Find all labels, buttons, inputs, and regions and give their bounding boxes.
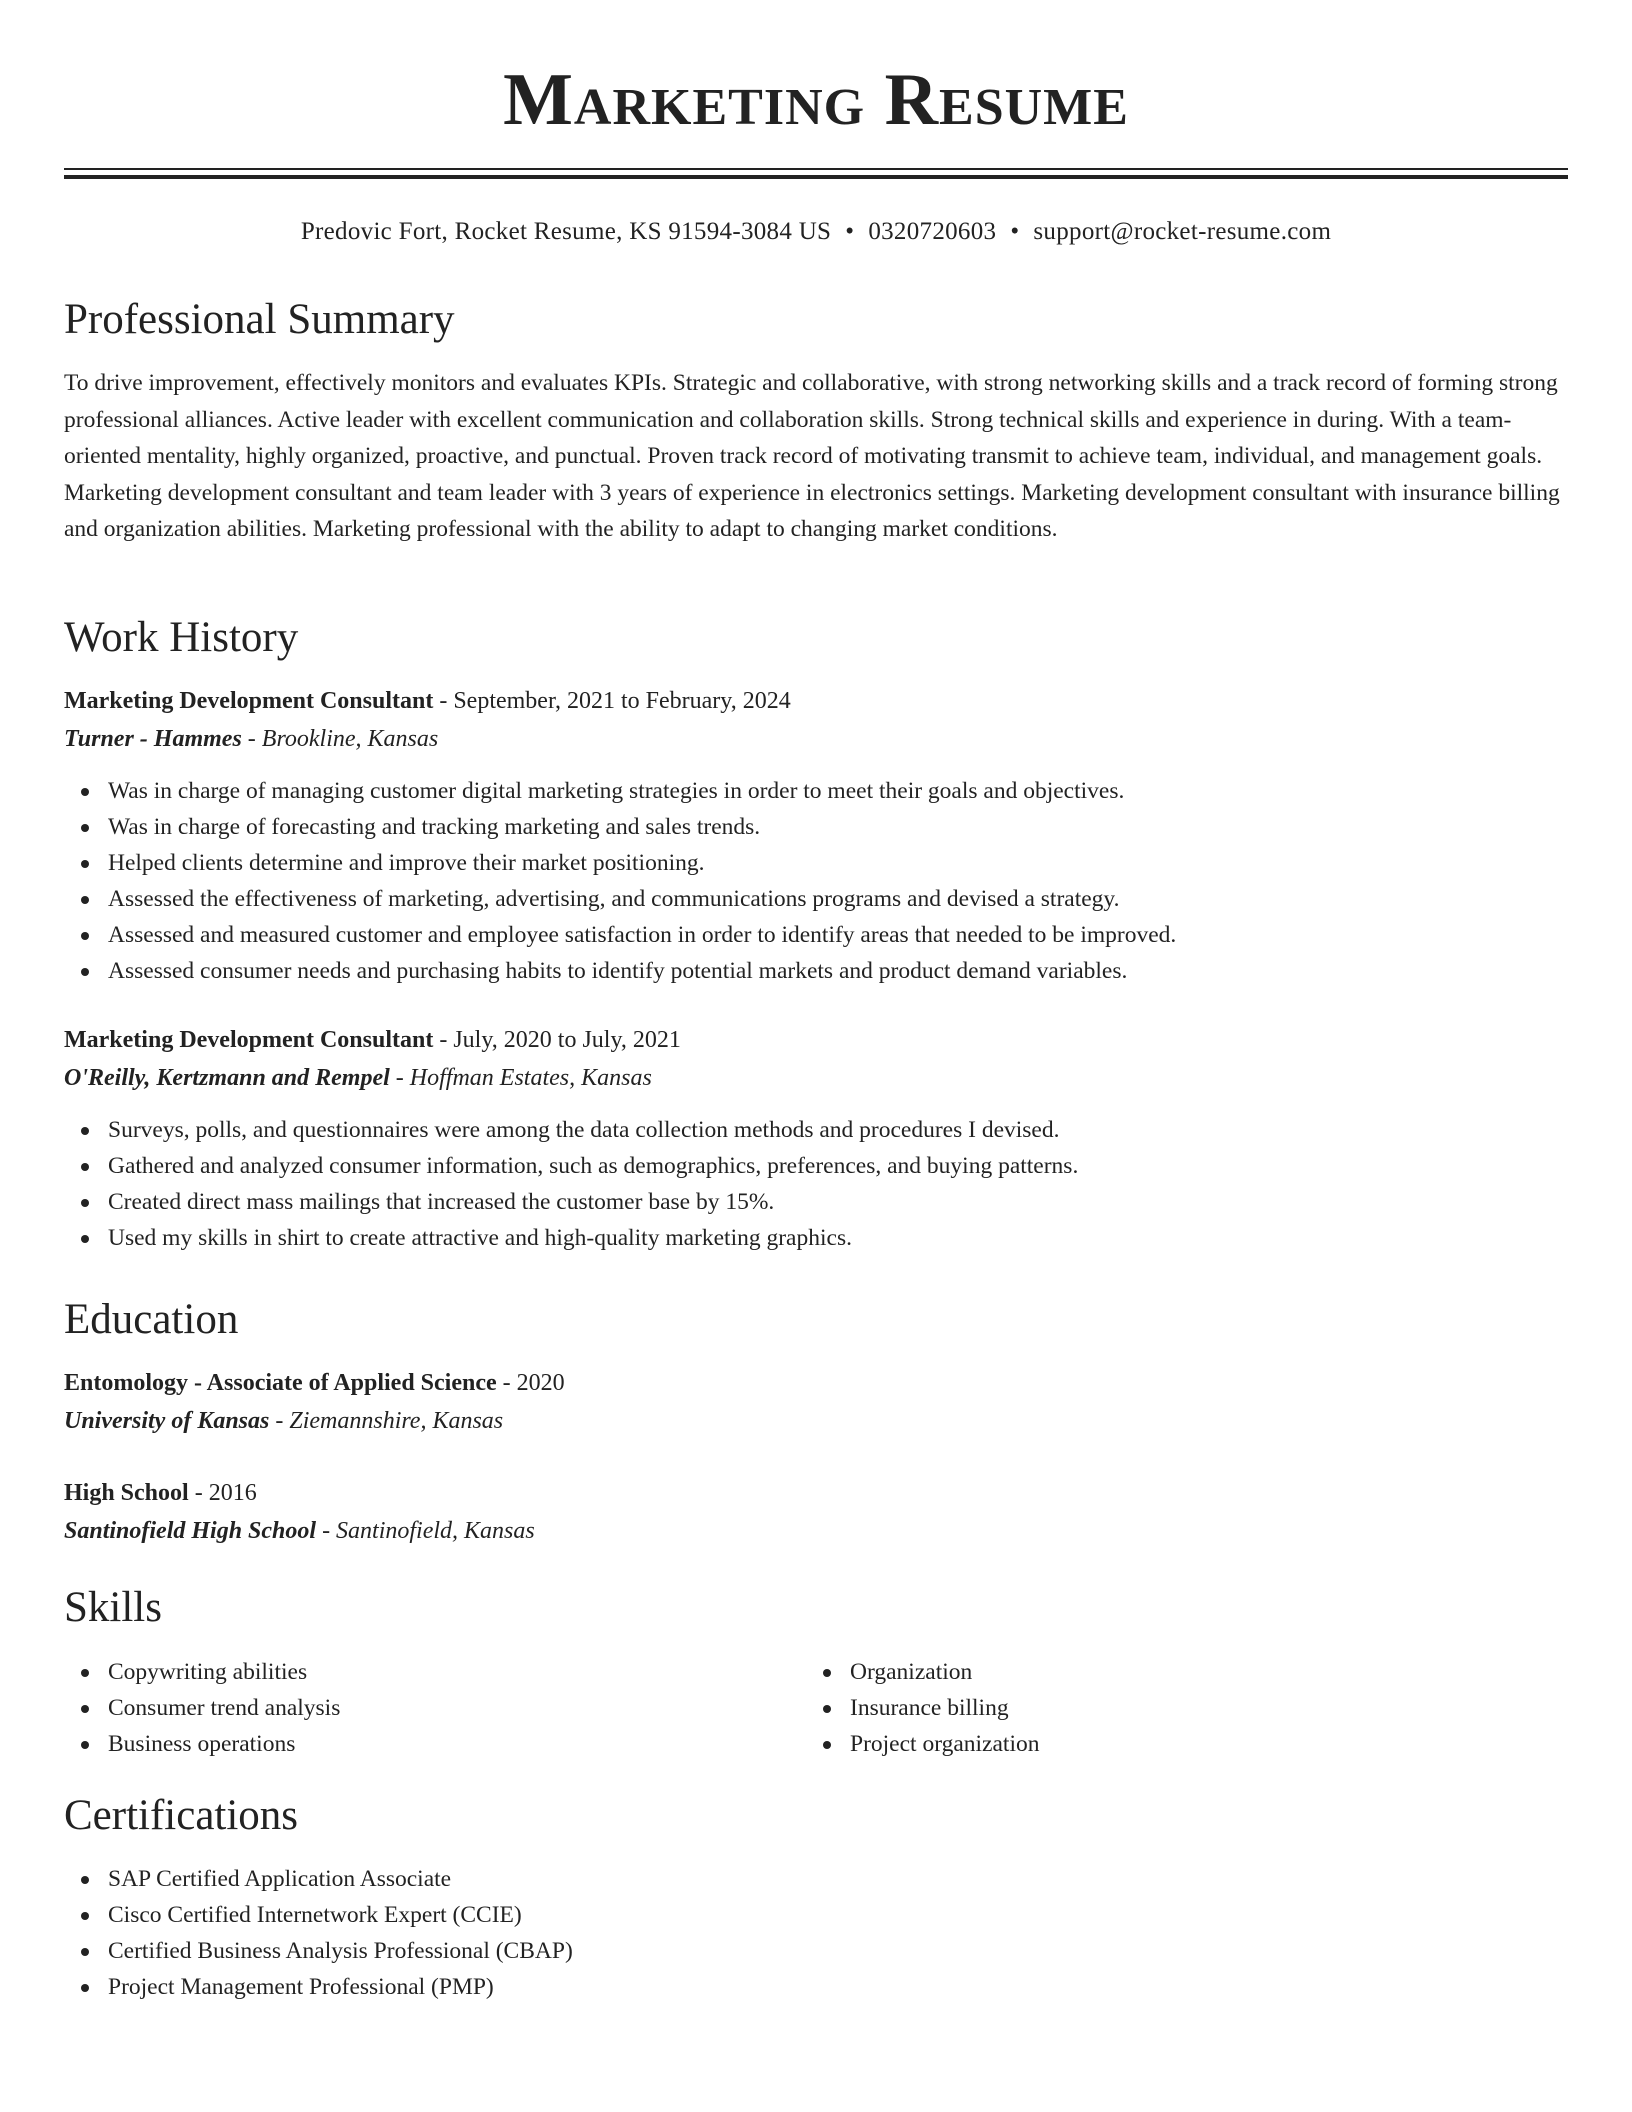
- job-company-line: [64, 720, 1568, 758]
- education-entry: [64, 1364, 1568, 1440]
- job-dates: - September, 2021 to February, 2024: [433, 688, 791, 714]
- job-entry: [64, 1021, 1568, 1256]
- job-company: O'Reilly, Kertzmann and Rempel: [64, 1065, 390, 1091]
- job-duties: [64, 1112, 1568, 1256]
- job-title: Marketing Development Consultant: [64, 1027, 434, 1053]
- certifications-list: [64, 1861, 1568, 2005]
- list-item: Copywriting abilities: [64, 1654, 806, 1690]
- degree: High School: [64, 1480, 189, 1506]
- contact-email: support@rocket-resume.com: [1033, 218, 1332, 245]
- list-item: SAP Certified Application Associate: [64, 1861, 1568, 1897]
- list-item: Was in charge of forecasting and tracking marketing and sales trends.: [64, 809, 1568, 845]
- graduation-year: - 2020: [496, 1370, 565, 1396]
- school-location: - Santinofield, Kansas: [316, 1518, 535, 1544]
- list-item: Assessed consumer needs and purchasing habits to identify potential markets and product demand variables.: [64, 953, 1568, 989]
- summary-text: To drive improvement, effectively monitors and evaluates KPIs. Strategic and collaborative, with strong networking skills and a track record of forming strong professional alliances. Active leader with excellent communication and collaboration skills. Strong technical skills and experience in during. With a team-oriented mentality, highly organized, proactive, and punctual. Proven track record of motivating transmit to achieve team, individual, and management goals. Marketing development consultant and team leader with 3 years of experience in electronics settings. Marketing development consultant with insurance billing and organization abilities. Marketing professional with the ability to adapt to changing market conditions.: [64, 370, 1560, 542]
- list-item: Certified Business Analysis Professional (CBAP): [64, 1933, 1568, 1969]
- list-item: Organization: [806, 1654, 1548, 1690]
- list-item: Insurance billing: [806, 1690, 1548, 1726]
- school-line: [64, 1512, 1568, 1550]
- job-entry: [64, 682, 1568, 989]
- job-company-line: [64, 1059, 1568, 1097]
- school-name: University of Kansas: [64, 1408, 270, 1434]
- contact-separator: •: [1010, 218, 1020, 245]
- list-item: Gathered and analyzed consumer information, such as demographics, preferences, and buying patterns.: [64, 1148, 1568, 1184]
- job-location: - Hoffman Estates, Kansas: [389, 1065, 652, 1091]
- list-item: Surveys, polls, and questionnaires were among the data collection methods and procedures I devised.: [64, 1112, 1568, 1148]
- list-item: Business operations: [64, 1726, 806, 1762]
- education-heading: Education: [64, 1296, 239, 1343]
- degree: Entomology - Associate of Applied Science: [64, 1370, 497, 1396]
- contact-separator: •: [845, 218, 855, 245]
- list-item: Assessed the effectiveness of marketing, advertising, and communications programs and devised a strategy.: [64, 881, 1568, 917]
- list-item: Project organization: [806, 1726, 1548, 1762]
- title-divider: [64, 168, 1568, 179]
- school-location: - Ziemannshire, Kansas: [269, 1408, 504, 1434]
- degree-line: [64, 1474, 1568, 1512]
- list-item: Assessed and measured customer and employee satisfaction in order to identify areas that needed to be improved.: [64, 917, 1568, 953]
- education-entry: [64, 1474, 1568, 1550]
- skills-list-right: [806, 1654, 1548, 1762]
- graduation-year: - 2016: [188, 1480, 257, 1506]
- list-item: Helped clients determine and improve their market positioning.: [64, 845, 1568, 881]
- school-name: Santinofield High School: [64, 1518, 317, 1544]
- list-item: Was in charge of managing customer digital marketing strategies in order to meet their goals and objectives.: [64, 773, 1568, 809]
- certifications-block: [64, 1846, 1568, 2005]
- job-title: Marketing Development Consultant: [64, 688, 434, 714]
- work-history-heading: Work History: [64, 614, 299, 661]
- resume-title: Marketing Resume: [503, 59, 1129, 141]
- contact-line: [64, 214, 1568, 250]
- job-location: - Brookline, Kansas: [241, 726, 439, 752]
- school-line: [64, 1402, 1568, 1440]
- certifications-heading: Certifications: [64, 1792, 299, 1839]
- contact-address: Predovic Fort, Rocket Resume, KS 91594-3084 US: [300, 218, 832, 245]
- list-item: Consumer trend analysis: [64, 1690, 806, 1726]
- list-item: Project Management Professional (PMP): [64, 1969, 1568, 2005]
- skills-list-left: [64, 1654, 806, 1762]
- job-title-line: [64, 682, 1568, 720]
- job-title-line: [64, 1021, 1568, 1059]
- job-company: Turner - Hammes: [64, 726, 242, 752]
- list-item: Cisco Certified Internetwork Expert (CCIE): [64, 1897, 1568, 1933]
- summary-heading: Professional Summary: [64, 296, 455, 343]
- skills-heading: Skills: [64, 1584, 162, 1631]
- skills-columns: [64, 1654, 1568, 1762]
- job-duties: [64, 773, 1568, 989]
- degree-line: [64, 1364, 1568, 1402]
- contact-phone: 0320720603: [868, 218, 997, 245]
- list-item: Used my skills in shirt to create attractive and high-quality marketing graphics.: [64, 1220, 1568, 1256]
- job-dates: - July, 2020 to July, 2021: [433, 1027, 681, 1053]
- list-item: Created direct mass mailings that increased the customer base by 15%.: [64, 1184, 1568, 1220]
